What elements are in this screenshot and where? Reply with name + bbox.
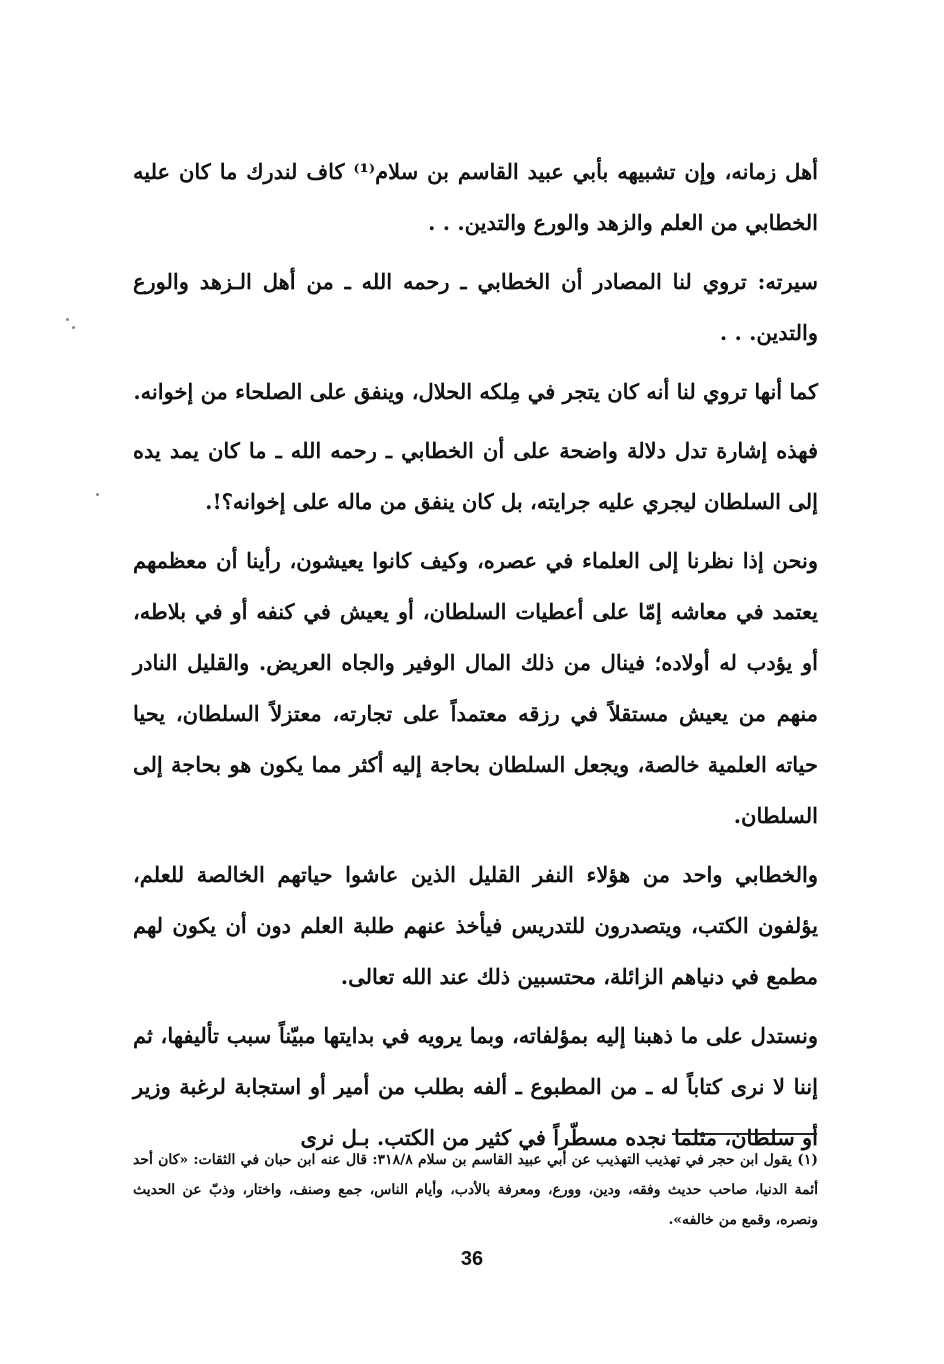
paragraph-6: والخطابي واحد من هؤلاء النفر القليل الذين عاشوا حياتهم الخالصة للعلم، يؤلفون الكتب، ويتصدرون للتدريس فيأخذ عنهم طلبة العلم دون أن يكون لهم مطمع في دنياهم الزائلة، محتسبين ذلك عند الله تعالى. [133, 862, 818, 989]
paragraph-5: ونحن إذا نظرنا إلى العلماء في عصره، وكيف كانوا يعيشون، رأينا أن معظمهم يعتمد في معاشه إمّا على أعطيات السلطان، أو يعيش في كنفه أو في بلاطه، أو يؤدب له أولاده؛ فينال من ذلك المال الوفير والجاه العريض. والقليل النادر منهم من يعيش مستقلاً في رزقه معتمداً على تجارته، معتزلاً السلطان، يحيا حياته العلمية خالصة، ويجعل السلطان بحاجة إليه أكثر مما يكون هو بحاجة إلى السلطان. [133, 548, 818, 828]
paragraph-7: ونستدل على ما ذهبنا إليه بمؤلفاته، وبما يرويه في بدايتها مبيّناً سبب تأليفها، ثم إننا لا نرى كتاباً له ـ من المطبوع ـ ألفه بطلب من أمير أو استجابة لرغبة وزير أو سلطان، مثلما نجده مسطّراً في كثير من الكتب. بـل نرى [133, 1023, 818, 1150]
scan-speck [72, 326, 75, 329]
footnote-separator [672, 1133, 817, 1135]
page-number: 36 [460, 1248, 484, 1270]
paragraph-1: أهل زمانه، وإن تشبيهه بأبي عبيد القاسم بن سلام⁽¹⁾ كاف لندرك ما كان عليه الخطابي من العلم والزهد والورع والتدين. . . [133, 159, 818, 235]
footnote [133, 1145, 818, 1235]
paragraph-2: سيرته: تروي لنا المصادر أن الخطابي ـ رحمه الله ـ من أهل الـزهد والورع والتدين. . . [133, 269, 818, 345]
paragraph-4: فهذه إشارة تدل دلالة واضحة على أن الخطابي ـ رحمه الله ـ ما كان يمد يده إلى السلطان ليجري عليه جرايته، بل كان ينفق من ماله على إخوانه؟!. [133, 438, 818, 514]
paragraph-3: كما أنها تروي لنا أنه كان يتجر في مِلكه الحلال، وينفق على الصلحاء من إخوانه. [133, 379, 818, 404]
scan-speck [96, 493, 99, 496]
scan-speck [66, 318, 69, 321]
main-text [133, 146, 818, 1171]
footnote-text: (١) يقول ابن حجر في تهذيب التهذيب عن أبي عبيد القاسم بن سلام ٣١٨/٨: قال عنه ابن حبان في الثقات: «كان أحد أئمة الدنيا، صاحب حديث وفقه، ودين، وورع، ومعرفة بالأدب، وأيام الناس، جمع وصنف، واختار، وذبّ عن الحديث ونصره، وقمع من خالفه». [133, 1152, 818, 1228]
